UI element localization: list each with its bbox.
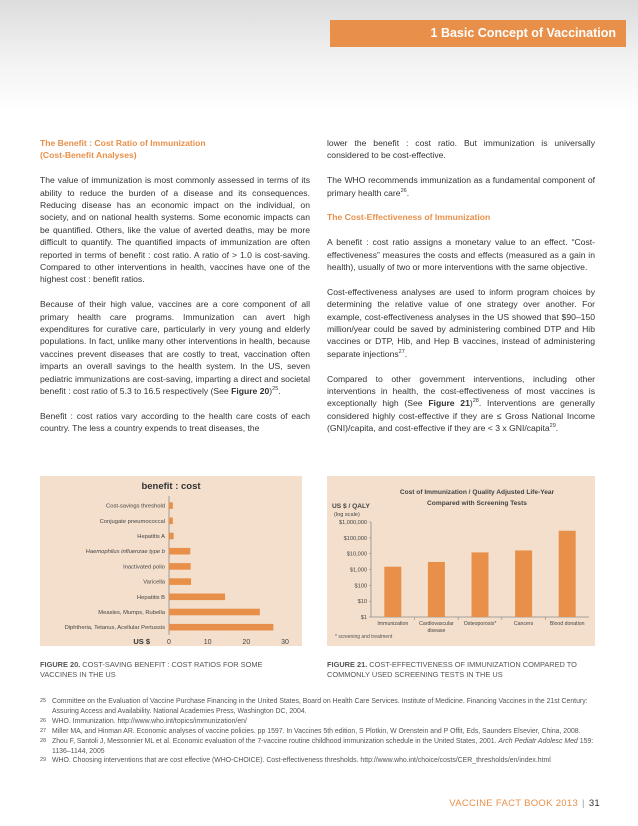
bar xyxy=(169,548,190,555)
left-paragraph-2-text: Because of their high value, vaccines are a core component of all primary health care programs. Immunization can avert high expenditures for curative care, particularly in very young and elderly populations. In fact, unlike many other interventions in health, because vaccines prevent diseases that are costly to treat, vaccination often imparts an overall savings to the health system. In the US, seven pediatric immunizations are cost-saving, imparting a direct and societal benefit : cost ratio of 5.3 to 16.5 respectively (See xyxy=(40,299,310,397)
figure-20-panel xyxy=(40,476,302,646)
right-column xyxy=(327,137,595,447)
right-paragraph-2-end: . xyxy=(406,187,410,198)
benefit-cost-heading-line1: The Benefit : Cost Ratio of Immunization xyxy=(40,138,206,148)
right-paragraph-4 xyxy=(327,286,595,360)
right-paragraph-5 xyxy=(327,373,595,435)
footnote-number: 25 xyxy=(40,698,47,704)
footnotes xyxy=(40,697,596,766)
footnote-number: 29 xyxy=(40,757,47,764)
footnote-text-end: 159: 1136–1144, 2005 xyxy=(52,737,594,755)
category-label: Immunization xyxy=(377,621,409,627)
category-label: Hepatitis B xyxy=(136,594,165,601)
right-paragraph-4-text: Cost-effectiveness analyses are used to inform program choices by determining the relative value of one strategy over another. For example, cost-effectiveness analyses in the US showed that $90–150 million/year could be saved by administering combined DTP and Hib vaccines or DTP, Hib, and Hep B vaccines, instead of administering separate injections xyxy=(327,286,595,359)
y-tick-label: $10 xyxy=(357,599,367,606)
category-label: Measles, Mumps, Rubella xyxy=(98,610,165,616)
bar xyxy=(559,531,576,617)
chart-title-line1: Cost of Immunization / Quality Adjusted Life-Year xyxy=(399,489,555,496)
category-label: Conjugate pneumococcal xyxy=(99,518,165,525)
x-tick-label: 10 xyxy=(203,638,212,646)
right-paragraph-2-text: The WHO recommends immunization as a fundamental component of primary health care xyxy=(327,175,595,198)
right-paragraph-5-close: ) xyxy=(469,398,473,409)
footnote-text: WHO. Immunization. http://www.who.int/topics/immunization/en/ xyxy=(52,717,247,725)
bar xyxy=(169,624,273,631)
chapter-header-bar xyxy=(330,20,626,47)
x-tick-label: 20 xyxy=(242,638,251,646)
bar xyxy=(169,594,225,601)
footnote-text: Committee on the Evaluation of Vaccine Purchase Financing in the United States, Board on Health Care Services. Institute of Medicine. Financing Vaccines in the 21st Century: Assuring Access and Availability. National Academies Press, Washington DC, 2004. xyxy=(52,698,588,715)
right-paragraph-5-end: . Interventions are generally considered highly cost-effective if they are ≤ Gross National Income (GNI)/capita, and cost-effective if they are < 3 x GNI/capita xyxy=(327,398,595,434)
category-label: Cost-savings threshold xyxy=(106,503,165,510)
bar xyxy=(169,502,173,509)
figure-21-caption-text: COST-EFFECTIVENESS OF IMMUNIZATION COMPARED TO COMMONLY USED SCREENING TESTS IN THE US xyxy=(327,660,577,679)
cost-effectiveness-heading: The Cost-Effectiveness of Immunization xyxy=(327,212,491,223)
footnote-ref-28[interactable]: 28 xyxy=(472,398,479,405)
bar xyxy=(428,562,445,617)
y-tick-label: $1 xyxy=(360,615,367,621)
footnote-number: 27 xyxy=(40,727,47,734)
y-tick-label: $1,000,000 xyxy=(339,520,367,526)
left-paragraph-2 xyxy=(40,298,310,397)
y-tick-label: $100,000 xyxy=(343,535,367,542)
footer-book-title: VACCINE FACT BOOK 2013 xyxy=(449,798,579,809)
footnote-text: Zhou F, Santoli J, Messonnier ML et al. Economic evaluation of the 7-vaccine routine childhood immunization schedule in the United States, 2001. xyxy=(52,737,499,745)
left-column xyxy=(40,137,310,447)
footnote-ref-25[interactable]: 25 xyxy=(272,386,279,393)
figure-21-caption-label: FIGURE 21. xyxy=(327,660,368,669)
figure-20-caption-label: FIGURE 20. xyxy=(40,660,81,669)
footnote-number: 28 xyxy=(40,737,47,744)
figure-20-link[interactable]: Figure 20 xyxy=(231,386,270,397)
y-axis-sublabel: (log scale) xyxy=(334,512,360,518)
footnote-25 xyxy=(40,697,596,717)
y-tick-label: $100 xyxy=(354,583,367,590)
right-paragraph-5-end2: . xyxy=(555,423,559,434)
figure-20-caption xyxy=(40,660,300,679)
footnote-ref-29[interactable]: 29 xyxy=(549,423,556,430)
bar xyxy=(169,609,260,616)
x-tick-label: 0 xyxy=(167,638,171,646)
bar xyxy=(515,550,532,617)
category-label: Hepatitis A xyxy=(137,534,165,540)
figure-21-link[interactable]: Figure 21 xyxy=(428,398,470,409)
page-number: 31 xyxy=(588,798,600,809)
y-tick-label: $1,000 xyxy=(349,567,367,574)
left-paragraph-1: The value of immunization is most commonly assessed in terms of its ability to reduce the burden of a disease and its consequences. Reducing disease has an economic impact on the individual, on society, and on national health systems. Some economic impacts can be quantified. Others, like the value of averted deaths, may be more difficult to quantify. The quantified impacts of immunization are often reported in terms of benefit : cost ratio. A ratio of > 1.0 is cost-saving. Compared to other interventions in health, vaccines have one of the highest cost : benefit ratios. xyxy=(40,175,310,285)
figure-20-caption-text: COST-SAVING BENEFIT : COST RATIOS FOR SOME VACCINES IN THE US xyxy=(40,660,263,679)
right-paragraph-2 xyxy=(327,174,595,199)
benefit-cost-heading-line2: (Cost-Benefit Analyses) xyxy=(40,150,137,161)
figure-21-panel xyxy=(327,476,595,646)
footnote-ref-26[interactable]: 26 xyxy=(400,187,407,194)
category-label: Inactivated polio xyxy=(123,564,165,571)
benefit-cost-bar-chart xyxy=(40,476,302,646)
bar xyxy=(384,567,401,617)
footnote-text: Miller MA, and Hinman AR. Economic analyses of vaccine policies. pp 1597. In Vaccines 5th edition, S Plotkin, W Orenstein and P Offit, Eds, Saunders Elsevier, China, 2008. xyxy=(52,727,581,735)
journal-title: Arch Pediatr Adolesc Med xyxy=(498,737,578,745)
page-footer xyxy=(449,798,600,809)
cost-per-qaly-bar-chart xyxy=(327,476,595,646)
y-axis-label: US $ / QALY xyxy=(332,503,370,510)
chart-title-line2: Compared with Screening Tests xyxy=(427,500,527,507)
chart-footnote: * screening and treatment xyxy=(335,634,393,640)
footer-separator: | xyxy=(582,798,585,809)
header-band xyxy=(0,0,638,112)
footnote-26 xyxy=(40,717,596,727)
x-axis-label: US $ xyxy=(133,636,150,646)
category-label: Varicella xyxy=(143,579,165,586)
x-tick-label: 30 xyxy=(281,638,289,646)
left-paragraph-2-end: . xyxy=(278,386,281,397)
chart-title: benefit : cost xyxy=(141,481,201,492)
footnote-29 xyxy=(40,756,596,766)
category-label: disease xyxy=(427,628,446,634)
bar xyxy=(472,552,489,617)
chapter-title: 1 Basic Concept of Vaccination xyxy=(430,26,616,40)
y-tick-label: $10,000 xyxy=(346,551,367,558)
category-label: Cardiovascular xyxy=(419,621,454,627)
category-label: Cancers xyxy=(513,621,534,627)
bar xyxy=(169,578,191,585)
footnote-27 xyxy=(40,727,596,737)
category-label: Blood donation xyxy=(549,621,585,627)
footnote-ref-27[interactable]: 27 xyxy=(398,348,405,355)
footnote-text: WHO. Choosing interventions that are cost effective (WHO-CHOICE). Cost-effectiveness thresholds. http://www.who.int/choice/costs/CER_thresholds/en/index.html xyxy=(52,757,551,765)
category-label: Osteoporosis* xyxy=(463,621,497,627)
footnote-28 xyxy=(40,737,596,757)
right-paragraph-4-end: . xyxy=(404,348,408,359)
benefit-cost-heading xyxy=(40,137,310,162)
right-paragraph-5-text: Compared to other government interventions, including other interventions in health, the cost-effectiveness of most vaccines is exceptionally high (See xyxy=(327,373,595,409)
figure-21-caption xyxy=(327,660,595,679)
footnote-number: 26 xyxy=(40,717,47,724)
right-paragraph-3: A benefit : cost ratio assigns a monetary value to an effect. “Cost-effectiveness” measures the costs and effects (measured as a gain in health), usually of two or more interventions with the same objective. xyxy=(327,237,595,273)
bar xyxy=(169,533,174,540)
bar xyxy=(169,518,173,525)
left-paragraph-2-close: ) xyxy=(269,386,273,397)
bar xyxy=(169,563,191,570)
right-paragraph-1: lower the benefit : cost ratio. But immunization is universally considered to be cost-effective. xyxy=(327,138,595,161)
category-label: Haemophilus influenzae type b xyxy=(85,549,165,556)
category-label: Diphtheria, Tetanus, Acellular Pertussis xyxy=(64,625,165,632)
left-paragraph-3: Benefit : cost ratios vary according to the health care costs of each country. The less a country expends to treat diseases, the xyxy=(40,410,310,434)
